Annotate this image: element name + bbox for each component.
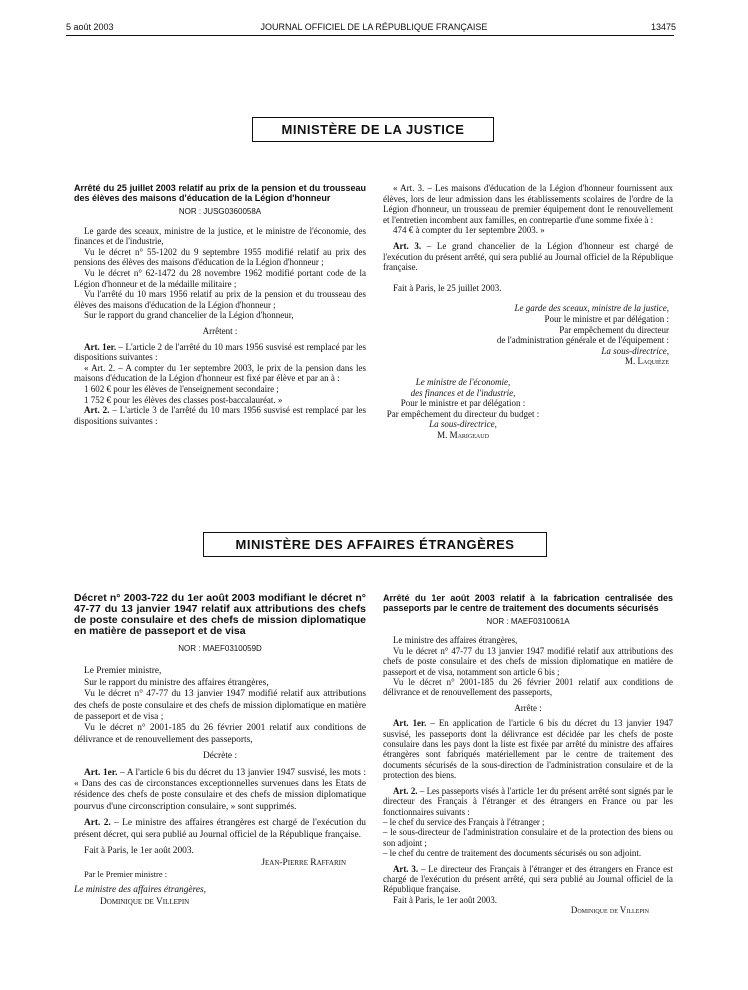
article-text: – Les passeports visés à l'article 1er du présent arrêté sont signés par le directeur des Français à l'étranger et des étrangers en France ou par les fonctionnaires suivants :	[383, 785, 673, 817]
article-label: Art. 2.	[393, 785, 418, 796]
list-item: – le sous-directeur de l'administration consulaire et de la protection des biens ou son adjoint ;	[383, 827, 673, 848]
signatory-line: La sous-directrice,	[429, 419, 497, 430]
justice-para: Le garde des sceaux, ministre de la justice, et le ministre de l'économie, des finances et de l'industrie,	[74, 225, 366, 247]
ministry-foreign-heading: MINISTÈRE DES AFFAIRES ÉTRANGÈRES	[203, 532, 547, 557]
justice-arretent: Arrêtent :	[202, 325, 238, 336]
justice-left-column	[74, 183, 366, 426]
arrete-para: Vu le décret n° 2001-185 du 26 février 2001 relatif aux conditions de délivrance et de renouvellement des passeports,	[383, 677, 673, 698]
article-text: – L'article 2 de l'arrêté du 10 mars 1956 susvisé est remplacé par les dispositions suivantes :	[74, 341, 366, 363]
amount-line: 474 € à compter du 1er septembre 2003. »	[393, 225, 545, 236]
signatory-line: La sous-directrice,	[601, 345, 669, 356]
signatory-line: Pour le ministre et par délégation :	[400, 398, 526, 409]
foreign-left-column	[74, 593, 366, 908]
signature-date: Fait à Paris, le 1er août 2003.	[84, 846, 194, 857]
article-text: – L'article 3 de l'arrêté du 10 mars 1956 susvisé est remplacé par les dispositions suivantes :	[74, 405, 366, 426]
signature-date: Fait à Paris, le 25 juillet 2003.	[393, 282, 502, 293]
justice-decree-title: Arrêté du 25 juillet 2003 relatif au prix de la pension et du trousseau des élèves des maisons d'éducation de la Légion d'honneur	[74, 183, 366, 203]
foreign-right-column	[383, 593, 673, 916]
justice-right-column	[383, 183, 673, 440]
arrete-arrete: Arrête :	[514, 702, 542, 713]
ministry-justice-heading: MINISTÈRE DE LA JUSTICE	[252, 117, 494, 142]
decree-title: Décret n° 2003-722 du 1er août 2003 modifiant le décret n° 47-77 du 13 janvier 1947 relatif aux attributions des chefs de poste consulaire et des chefs de mission diplomatique en matière de passeport et de visa	[74, 592, 366, 637]
article-text: – A l'article 6 bis du décret du 13 janvier 1947 susvisé, les mots : « Dans des cas de circonstances exceptionnelles survenues dans les Etats de résidence des chefs de poste consulaire et des chefs de mission diplomatique pourvus d'une circonscription consulaire, » sont supprimés.	[74, 767, 367, 812]
signatory-name: M. Marigeaud	[437, 429, 489, 440]
signatory-title: Le ministre des affaires étrangères,	[74, 885, 207, 896]
article-quote: « Art. 3. – Les maisons d'éducation de la Légion d'honneur fournissent aux élèves, lors de leur admission dans les établissements scolaires de l'ordre de la Légion d'honneur, un trousseau de premier équipement dont le renouvellement et l'entretien incombent aux familles, en contrepartie d'une somme fixée à :	[383, 183, 673, 225]
signatory-line: Pour le ministre et par délégation :	[544, 313, 669, 324]
signatory-line: Par empêchement du directeur	[559, 324, 669, 335]
signatory-name: Jean-Pierre Raffarin	[261, 857, 346, 868]
article-text: – Le directeur des Français à l'étranger et des étrangers en France est chargé de l'exécution du présent arrêté, qui sera publié au Journal officiel de la République française.	[383, 863, 673, 895]
signatory-line: Par le Premier ministre :	[84, 868, 168, 879]
price-line: 1 602 € pour les élèves de l'enseignement secondaire ;	[84, 383, 279, 394]
article-text: – Le ministre des affaires étrangères est chargé de l'exécution du présent décret, qui sera publié au Journal officiel de la République française.	[74, 818, 366, 840]
decree-para: Vu le décret n° 2001-185 du 26 février 2001 relatif aux conditions de délivrance et de renouvellement des passeports,	[74, 723, 366, 745]
signatory-title: des finances et de l'industrie,	[410, 387, 516, 398]
article-label: Art. 3.	[393, 863, 419, 874]
justice-nor: NOR : JUSG0360058A	[178, 207, 262, 216]
signatory-name: Dominique de Villepin	[570, 905, 649, 916]
price-line: 1 752 € pour les élèves des classes post-baccalauréat. »	[84, 394, 283, 405]
journal-title: JOURNAL OFFICIEL DE LA RÉPUBLIQUE FRANÇAISE	[260, 22, 488, 32]
arrete-para: Vu le décret n° 47-77 du 13 janvier 1947 modifié relatif aux attributions des chefs de poste consulaire et des chefs de mission diplomatique en matière de passeport et de visa, notamment son article 6 bis ;	[383, 645, 673, 677]
article-label: Art. 1er.	[84, 767, 118, 778]
signatory-title: Le garde des sceaux, ministre de la justice,	[514, 303, 669, 314]
page-number: 13475	[650, 22, 676, 32]
signatory-title: Le ministre de l'économie,	[415, 376, 511, 387]
decree-decrete: Décrète :	[202, 751, 238, 762]
justice-para: Vu le décret n° 62-1472 du 28 novembre 1962 modifié portant code de la Légion d'honneur et de la médaille militaire ;	[74, 267, 366, 289]
justice-para: Vu l'arrêté du 10 mars 1956 relatif au prix de la pension et du trousseau des élèves des maisons d'éducation de la Légion d'honneur ;	[74, 289, 366, 310]
arrete-title: Arrêté du 1er août 2003 relatif à la fabrication centralisée des passeports par le centre de traitement des documents sécurisés	[383, 593, 673, 613]
justice-para: Vu le décret n° 55-1202 du 9 septembre 1955 modifié relatif au prix des pensions des élèves des maisons d'éducation de la Légion d'honneur ;	[74, 246, 366, 268]
list-item: – le chef du centre de traitement des documents sécurisés ou son adjoint.	[383, 848, 642, 859]
decree-para: Sur le rapport du ministre des affaires étrangères,	[84, 677, 269, 688]
article-label: Art. 1er.	[393, 718, 427, 729]
article-label: Art. 1er.	[84, 341, 117, 352]
decree-para: Le Premier ministre,	[84, 666, 162, 677]
arrete-para: Le ministre des affaires étrangères,	[393, 635, 518, 646]
justice-para: Sur le rapport du grand chancelier de la Légion d'honneur,	[84, 310, 294, 321]
page-date: 5 août 2003	[66, 22, 114, 32]
list-item: – le chef du service des Français à l'étranger ;	[383, 816, 545, 827]
decree-para: Vu le décret n° 47-77 du 13 janvier 1947 modifié relatif aux attributions des chefs de poste consulaire et des chefs de mission diplomatique en matière de passeport et de visa ;	[74, 689, 366, 723]
signature-date: Fait à Paris, le 1er août 2003.	[393, 894, 498, 905]
article-quote: « Art. 2. – A compter du 1er septembre 2003, le prix de la pension dans les maisons d'éducation de la Légion d'honneur est fixé par élève et par an à :	[74, 362, 366, 384]
article-text: – Le grand chancelier de la Légion d'honneur est chargé de l'exécution du présent arrêté, qui sera publié au Journal officiel de la République française.	[383, 240, 673, 273]
signatory-name: Dominique de Villepin	[100, 896, 190, 907]
article-label: Art. 2.	[84, 818, 111, 829]
header-rule	[66, 35, 674, 36]
signatory-line: Par empêchement du directeur du budget :	[386, 408, 540, 419]
signatory-line: de l'administration générale et de l'équipement :	[496, 335, 669, 346]
signatory-name: M. Laquièze	[625, 356, 669, 367]
article-label: Art. 3.	[393, 240, 422, 251]
article-text: – En application de l'article 6 bis du décret du 13 janvier 1947 susvisé, les passeports dont la délivrance est décidée par les chefs de poste consulaire dans les pays dont la liste est fixée par arrêté du ministre des affaires étrangères sont fabriqués matériellement par le centre de traitement des documents sécurisés de la sous-direction de l'administration consulaire et de la protection des biens.	[383, 718, 673, 781]
decree-nor: NOR : MAEF0310059D	[178, 644, 262, 653]
arrete-nor: NOR : MAEF0310061A	[486, 617, 570, 626]
article-label: Art. 2.	[84, 405, 110, 416]
